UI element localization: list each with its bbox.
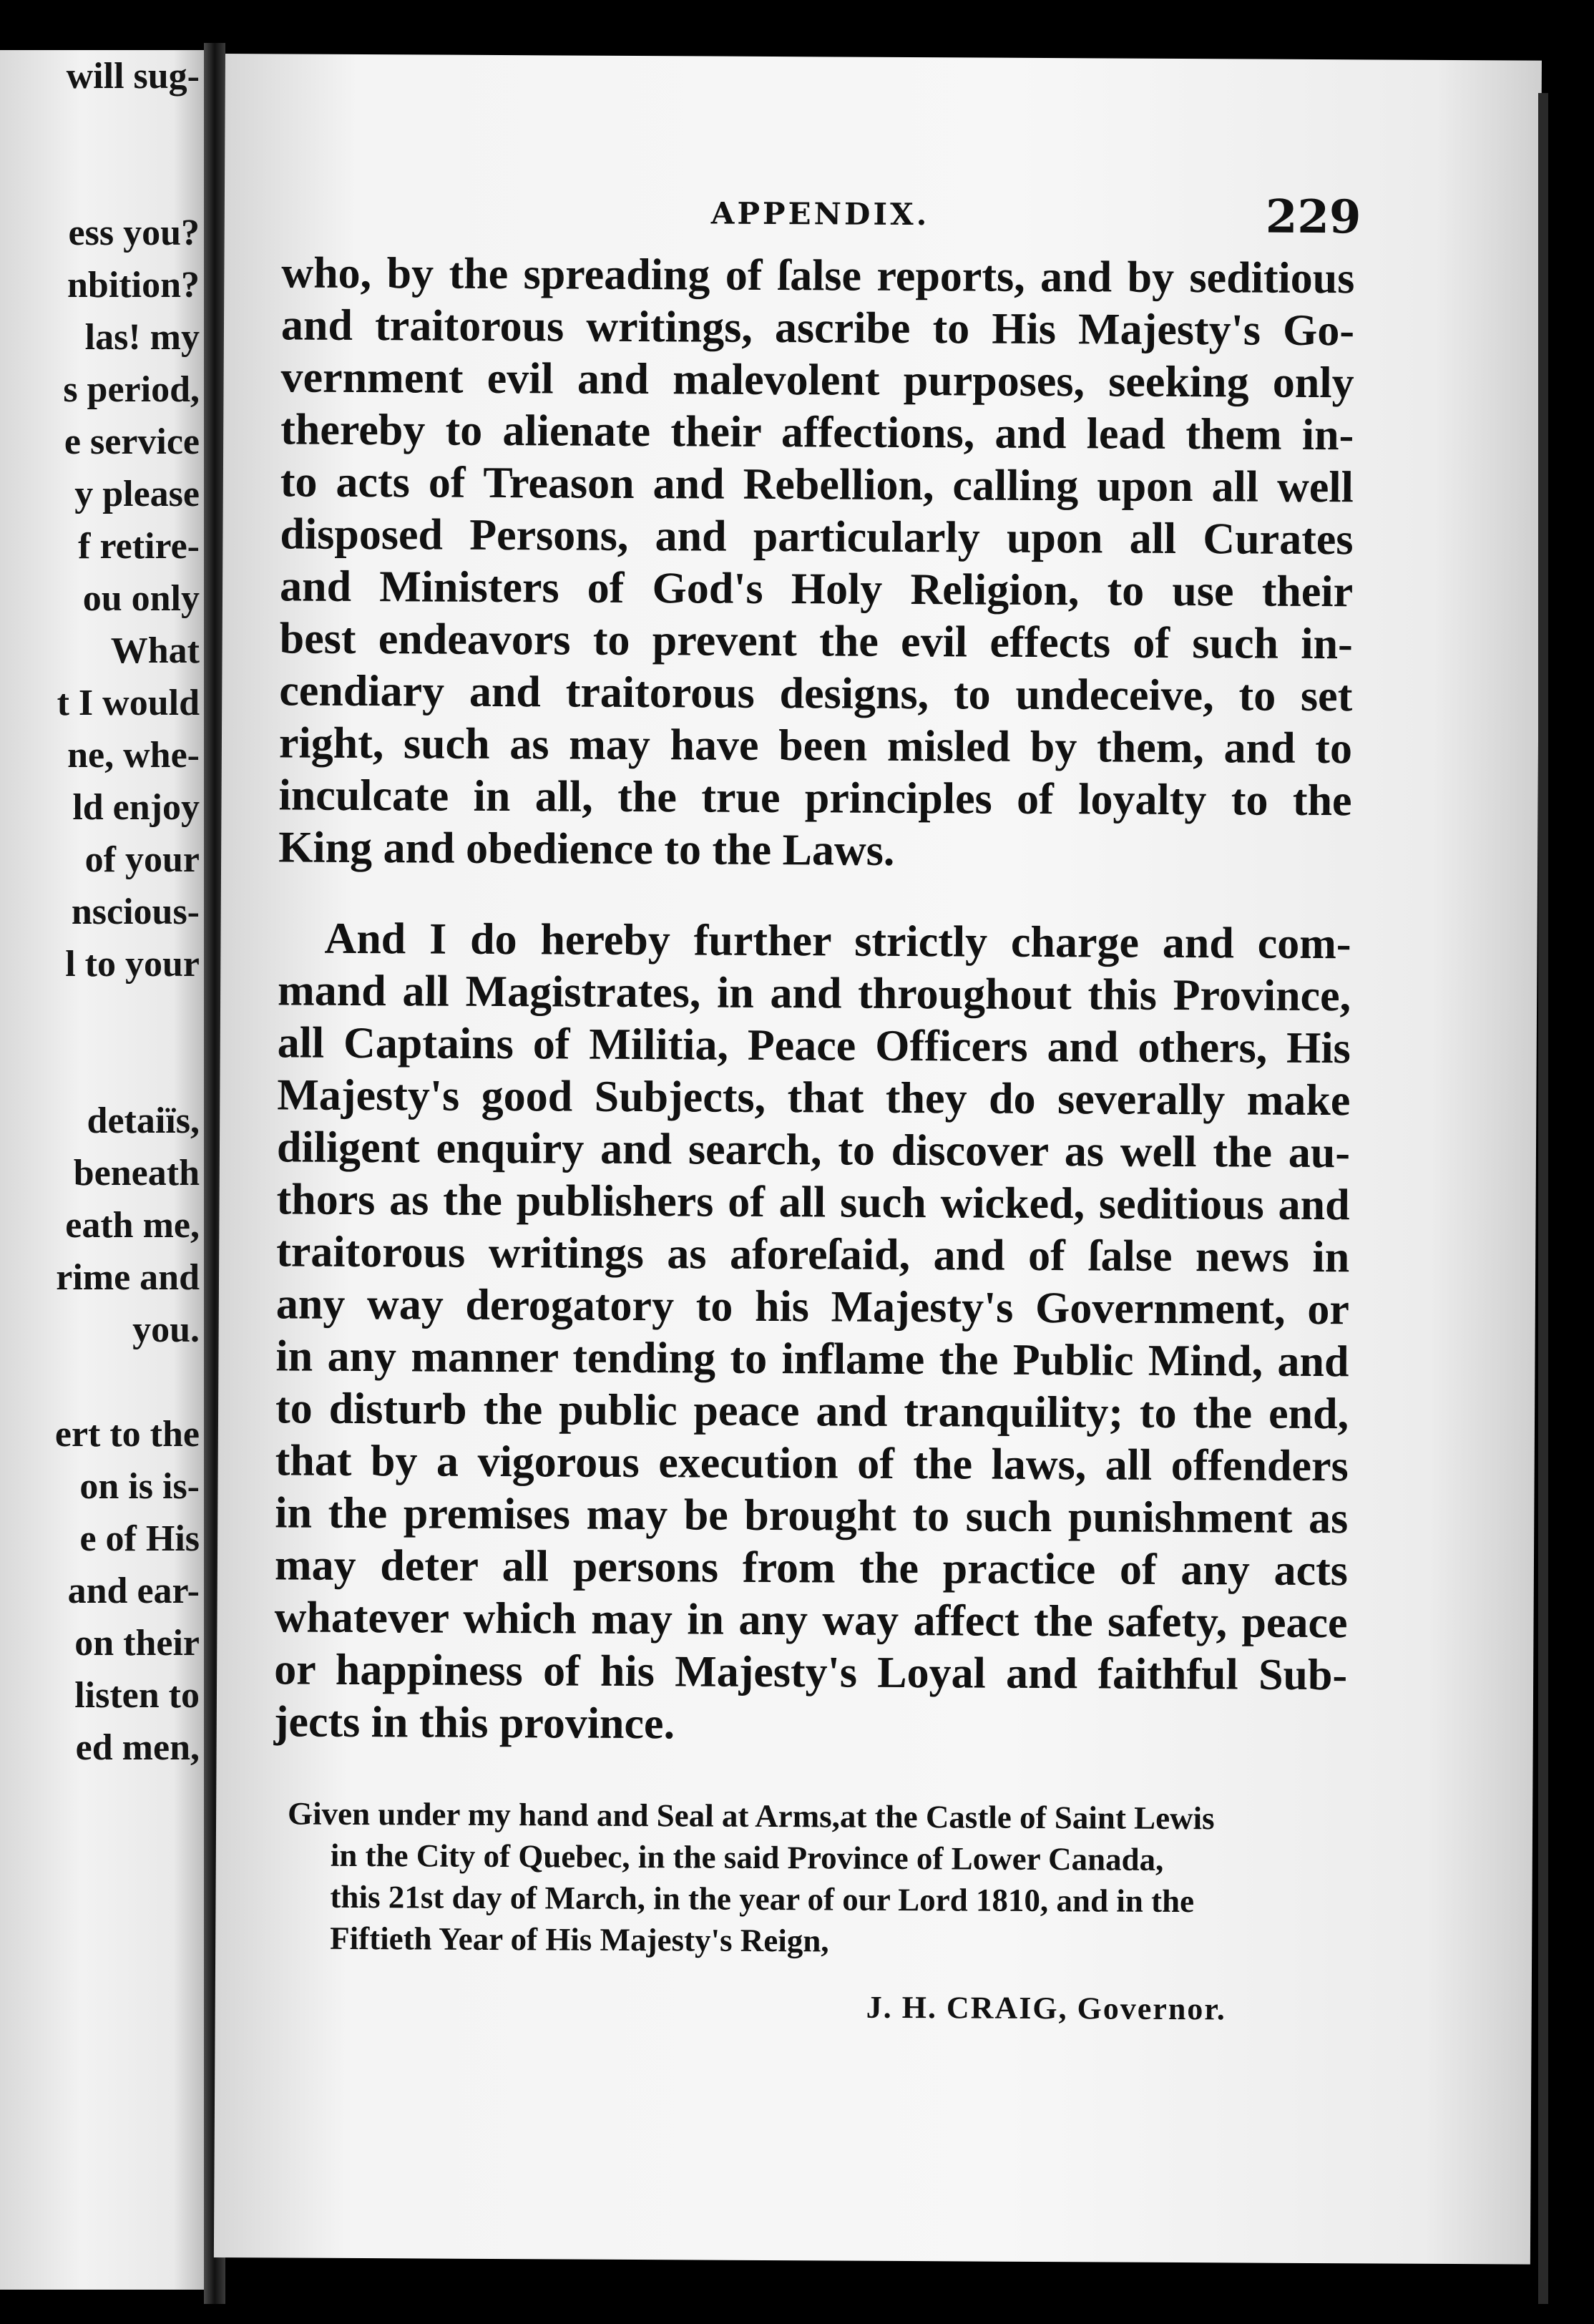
paragraph-1: [278, 247, 1355, 879]
text-line: to acts of Treason and Rebellion, calling upon all well: [280, 457, 1354, 512]
text-line: any way derogatory to his Majesty's Government, or: [275, 1279, 1350, 1334]
text-line: thors as the publishers of all such wicked, seditious and: [276, 1175, 1350, 1230]
facing-page-line: you.: [132, 1309, 200, 1350]
text-line: jects in this province.: [273, 1697, 675, 1749]
facing-page-line: eath me,: [65, 1205, 200, 1246]
paragraph-2: [274, 912, 1351, 1754]
text-line: And I do hereby further strictly charge and com-: [324, 914, 1351, 969]
text-line: right, such as may have been misled by them, and to: [278, 718, 1353, 773]
facing-page-line: detaiïs,: [87, 1100, 200, 1141]
facing-page-line: on their: [74, 1623, 200, 1664]
text-line: best endeavors to prevent the evil effects of such in-: [279, 614, 1353, 669]
facing-page-line: ed men,: [75, 1727, 200, 1768]
text-line: vernment evil and malevolent purposes, seeking only: [280, 353, 1354, 408]
text-line: in the premises may be brought to such punishment as: [275, 1488, 1349, 1543]
running-head-title: APPENDIX.: [710, 195, 930, 233]
facing-page-line: y please: [74, 474, 200, 514]
facing-page-line: ess you?: [68, 213, 200, 253]
facing-page-line: What: [110, 630, 200, 671]
facing-page-line: nbition?: [67, 265, 200, 306]
text-line: all Captains of Militia, Peace Officers and others, His: [277, 1018, 1351, 1073]
facing-page-line: ert to the: [54, 1414, 200, 1455]
text-line: diligent enquiry and search, to discover as well the au-: [276, 1123, 1351, 1178]
page-number: 229: [1265, 190, 1361, 245]
dated-line: Given under my hand and Seal at Arms,at the Castle of Saint Lewis: [287, 1795, 1215, 1837]
facing-page-line: on is is-: [79, 1466, 200, 1507]
text-line: Majesty's good Subjects, that they do severally make: [277, 1070, 1351, 1126]
facing-page-line: ne, whe-: [67, 735, 200, 776]
facing-page-line: s period,: [63, 369, 200, 410]
text-line: thereby to alienate their affections, and lead them in-: [280, 405, 1354, 460]
facing-page-line: beneath: [73, 1153, 200, 1193]
facing-page-line: [55, 102, 200, 155]
facing-page-line: [55, 1043, 200, 1095]
facing-page-line: rime and: [56, 1257, 200, 1298]
signature: J. H. CRAIG, Governor.: [866, 1989, 1226, 2027]
dated-line: in the City of Quebec, in the said Province of Lower Canada,: [330, 1837, 1164, 1878]
facing-page-line: e service: [64, 421, 200, 462]
facing-page-text: [55, 50, 200, 1774]
facing-page-line: t I would: [57, 683, 200, 723]
dated-line: this 21st day of March, in the year of our Lord 1810, and in the: [330, 1878, 1195, 1920]
facing-page-line: e of His: [79, 1518, 200, 1559]
text-line: may deter all persons from the practice of any acts: [274, 1541, 1349, 1596]
page-edge: [1538, 93, 1548, 2304]
text-line: that by a vigorous execution of the laws, all offenders: [275, 1436, 1349, 1491]
facing-page-line: ou only: [82, 578, 200, 619]
facing-page-line: [55, 155, 200, 207]
facing-page-left: [0, 50, 204, 2290]
text-line: cendiary and traitorous designs, to undeceive, to set: [279, 666, 1353, 721]
facing-page-line: and ear-: [67, 1571, 200, 1611]
facing-page-line: listen to: [74, 1675, 200, 1716]
text-line: to disturb the public peace and tranquility; to the end,: [275, 1384, 1349, 1439]
text-line: King and obedience to the Laws.: [278, 823, 895, 875]
dated-line: Fiftieth Year of His Majesty's Reign,: [330, 1920, 829, 1959]
text-line: in any manner tending to inflame the Public Mind, and: [275, 1332, 1349, 1387]
running-head: [225, 190, 1541, 250]
dated-clause: [287, 1792, 1289, 1963]
facing-page-line: f retire-: [78, 526, 200, 567]
text-line: and Ministers of God's Holy Religion, to use their: [279, 562, 1354, 617]
facing-page-line: l to your: [65, 944, 200, 985]
facing-page-line: of your: [84, 839, 200, 880]
facing-page-line: [55, 1356, 200, 1408]
facing-page-line: [55, 990, 200, 1043]
text-line: and traitorous writings, ascribe to His Majesty's Go-: [280, 301, 1355, 356]
book-page: [214, 54, 1542, 2265]
facing-page-line: nscious-: [71, 892, 200, 932]
facing-page-line: will sug-: [66, 56, 200, 97]
text-line: traitorous writings as aforeſaid, and of ſalse news in: [276, 1227, 1350, 1282]
text-line: inculcate in all, the true principles of loyalty to the: [278, 771, 1352, 826]
text-line: mand all Magistrates, in and throughout this Province,: [277, 966, 1351, 1021]
text-line: who, by the spreading of ſalse reports, and by seditious: [281, 248, 1355, 303]
text-line: or happiness of his Majesty's Loyal and faithful Sub-: [273, 1645, 1348, 1700]
facing-page-line: las! my: [84, 317, 200, 358]
text-line: disposed Persons, and particularly upon all Curates: [280, 509, 1354, 565]
facing-page-line: ld enjoy: [72, 787, 200, 828]
text-line: whatever which may in any way affect the safety, peace: [274, 1593, 1348, 1648]
